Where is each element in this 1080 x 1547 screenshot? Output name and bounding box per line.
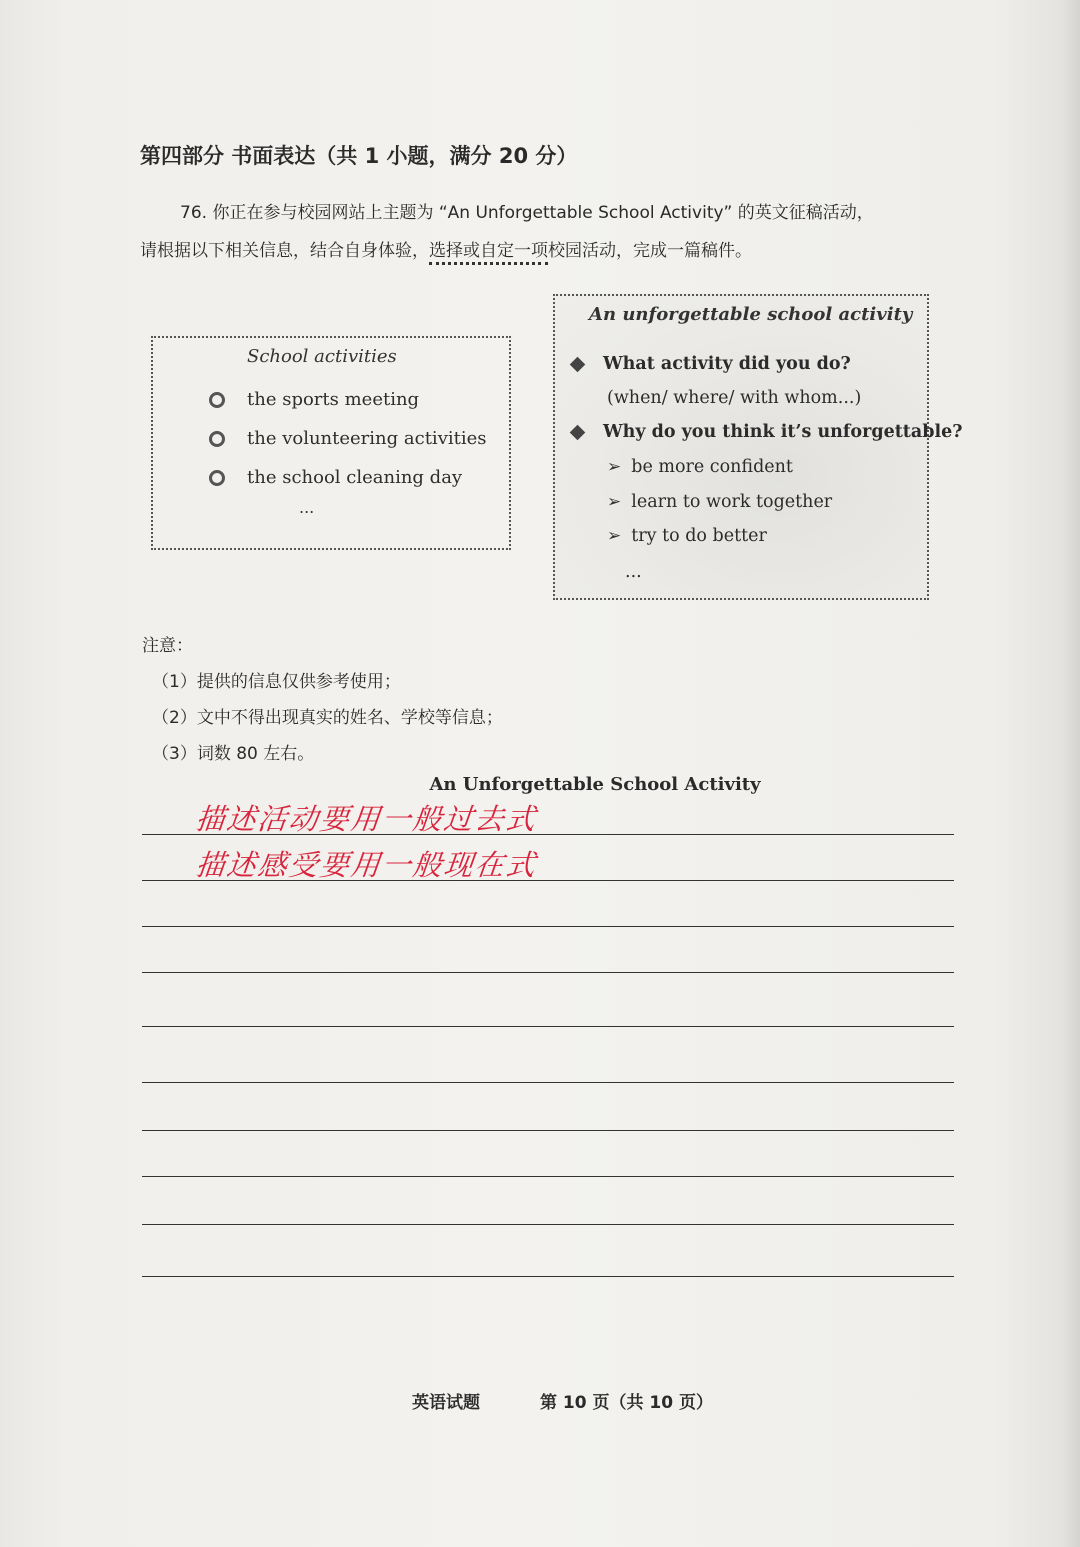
reason-text: be more confident bbox=[631, 457, 793, 477]
question-2 bbox=[569, 422, 962, 442]
writing-line bbox=[142, 972, 954, 973]
question-emphasis: 选择或自定一项 bbox=[429, 241, 548, 265]
notes-section bbox=[142, 628, 503, 772]
question-line-1: 76. 你正在参与校园网站上主题为 “An Unforgettable School Activity” 的英文征稿活动， bbox=[180, 203, 874, 223]
list-item bbox=[209, 419, 487, 458]
writing-line bbox=[142, 1224, 954, 1225]
activity-label: the sports meeting bbox=[247, 389, 420, 410]
notes-heading: 注意： bbox=[142, 636, 193, 656]
school-activities-box bbox=[151, 336, 511, 550]
unforgettable-activity-title: An unforgettable school activity bbox=[589, 304, 913, 325]
list-item bbox=[209, 458, 487, 497]
question-prompt bbox=[140, 194, 960, 270]
unforgettable-activity-box bbox=[553, 294, 963, 600]
writing-line bbox=[142, 1082, 954, 1083]
question-1-text: What activity did you do? bbox=[603, 354, 851, 374]
teacher-annotation-1: 描述活动要用一般过去式 bbox=[194, 802, 539, 836]
reason-item bbox=[607, 492, 832, 512]
reason-text: learn to work together bbox=[631, 492, 833, 512]
activity-label: the school cleaning day bbox=[247, 467, 463, 488]
writing-line bbox=[142, 1026, 954, 1027]
chevron-right-icon: ➢ bbox=[607, 526, 622, 546]
list-item bbox=[209, 380, 487, 419]
reason-item bbox=[607, 457, 793, 477]
chevron-right-icon: ➢ bbox=[607, 457, 622, 477]
school-activities-title: School activities bbox=[247, 346, 397, 367]
more-ellipsis: ... bbox=[299, 498, 315, 517]
writing-line bbox=[142, 1130, 954, 1131]
bullet-ring-icon bbox=[209, 431, 225, 447]
section-title: 第四部分 书面表达（共 1 小题，满分 20 分） bbox=[140, 144, 578, 168]
reason-item bbox=[607, 526, 767, 546]
writing-line bbox=[142, 1176, 954, 1177]
reason-text: try to do better bbox=[631, 526, 767, 546]
more-ellipsis: ... bbox=[625, 562, 642, 582]
question-1-hint: (when/ where/ with whom...) bbox=[607, 388, 862, 408]
school-activities-list bbox=[209, 380, 487, 497]
footer-subject: 英语试题 bbox=[412, 1393, 480, 1413]
bullet-ring-icon bbox=[209, 470, 225, 486]
bullet-ring-icon bbox=[209, 392, 225, 408]
question-2-text: Why do you think it’s unforgettable? bbox=[603, 422, 963, 442]
teacher-annotation-2: 描述感受要用一般现在式 bbox=[194, 848, 539, 882]
question-line-2 bbox=[140, 232, 960, 270]
question-line-2-start: 请根据以下相关信息，结合自身体验， bbox=[140, 241, 429, 261]
chevron-right-icon: ➢ bbox=[607, 492, 622, 512]
question-1 bbox=[569, 354, 851, 374]
diamond-bullet-icon bbox=[570, 424, 586, 440]
activity-label: the volunteering activities bbox=[247, 428, 487, 449]
essay-title: An Unforgettable School Activity bbox=[429, 774, 761, 795]
writing-line bbox=[142, 1276, 954, 1277]
note-item: （2）文中不得出现真实的姓名、学校等信息； bbox=[152, 708, 503, 728]
writing-line bbox=[142, 926, 954, 927]
note-item: （1）提供的信息仅供参考使用； bbox=[152, 672, 401, 692]
note-item: （3）词数 80 左右。 bbox=[152, 744, 315, 764]
question-line-2-end: 校园活动，完成一篇稿件。 bbox=[548, 241, 752, 261]
diamond-bullet-icon bbox=[570, 356, 586, 372]
footer-page-number: 第 10 页（共 10 页） bbox=[540, 1393, 713, 1413]
